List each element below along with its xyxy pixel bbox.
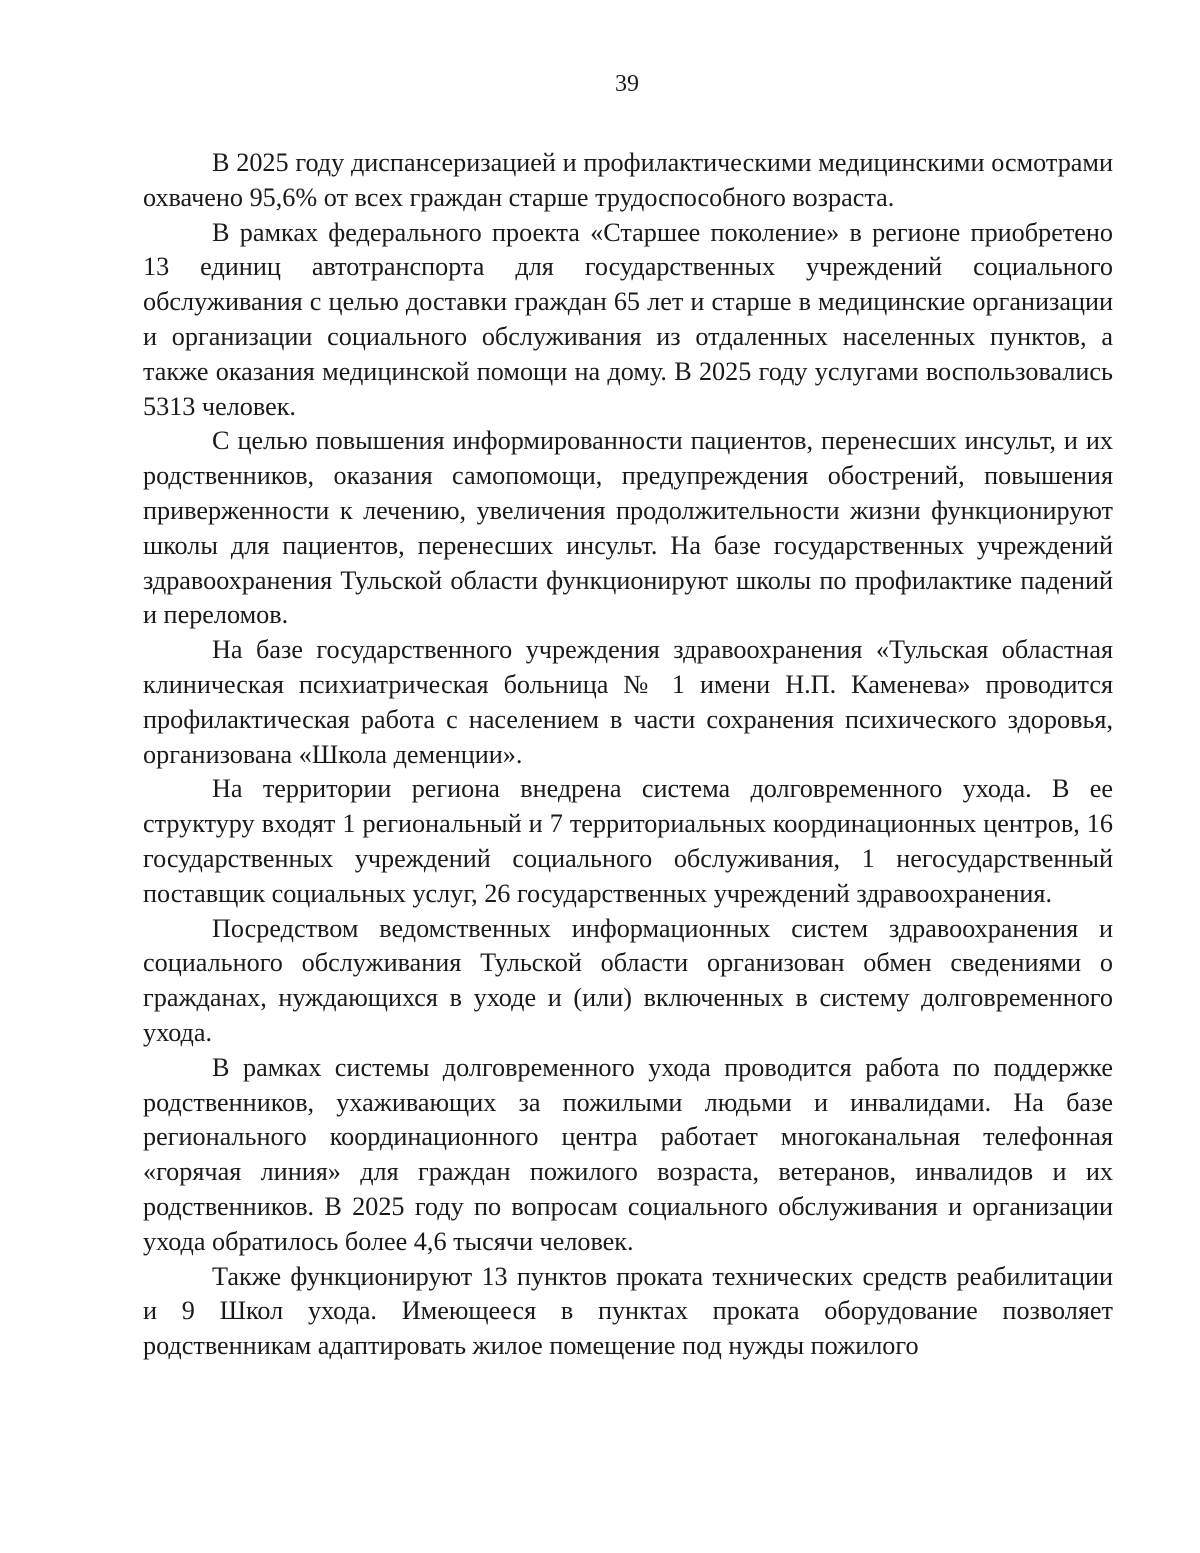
paragraph-vehicles-older-generation: В рамках федерального проекта «Старшее поколение» в регионе приобретено 13 единиц автотранспорта для государственных учреждений социального обслуживания с целью доставки граждан 65 лет и старше в медицинские организации и организации социального обслуживания из отдаленных населенных пунктов, а также оказания медицинской помощи на дому. В 2025 году услугами воспользовались 5313 человек. — [143, 217, 1113, 421]
paragraph-stroke-schools: С целью повышения информированности пациентов, перенесших инсульт, и их родственников, оказания самопомощи, предупреждения обострений, повышения приверженности к лечению, увеличения продолжительности жизни функционируют школы для пациентов, перенесших инсульт. На базе государственных учреждений здравоохранения Тульской области функционируют школы по профилактике падений и переломов. — [143, 426, 1113, 630]
document-body — [143, 146, 1113, 1364]
paragraph-dispensary-coverage: В 2025 году диспансеризацией и профилактическими медицинскими осмотрами охвачено 95,6% от всех граждан старше трудоспособного возраста. — [143, 148, 1113, 212]
paragraph-dementia-school: На базе государственного учреждения здравоохранения «Тульская областная клиническая психиатрическая больница № 1 имени Н.П. Каменева» проводится профилактическая работа с населением в части сохранения психического здоровья, организована «Школа деменции». — [143, 635, 1113, 769]
paragraph-relatives-support-hotline: В рамках системы долговременного ухода проводится работа по поддержке родственников, ухаживающих за пожилыми людьми и инвалидами. На базе регионального координационного центра работает многоканальная телефонная «горячая линия» для граждан пожилого возраста, ветеранов, инвалидов и их родственников. В 2025 году по вопросам социального обслуживания и организации ухода обратилось более 4,6 тысячи человек. — [143, 1052, 1113, 1256]
paragraph-rental-points: Также функционируют 13 пунктов проката технических средств реабилитации и 9 Школ ухода. Имеющееся в пунктах проката оборудование позволяет родственникам адаптировать жилое помещение под нужды пожилого — [143, 1261, 1113, 1361]
page-number: 39 — [615, 71, 639, 97]
paragraph-long-term-care-system: На территории региона внедрена система долговременного ухода. В ее структуру входят 1 региональный и 7 территориальных координационных центров, 16 государственных учреждений социального обслуживания, 1 негосударственный поставщик социальных услуг, 26 государственных учреждений здравоохранения. — [143, 774, 1113, 908]
paragraph-information-exchange: Посредством ведомственных информационных систем здравоохранения и социального обслуживания Тульской области организован обмен сведениями о гражданах, нуждающихся в уходе и (или) включенных в систему долговременного ухода. — [143, 913, 1113, 1047]
